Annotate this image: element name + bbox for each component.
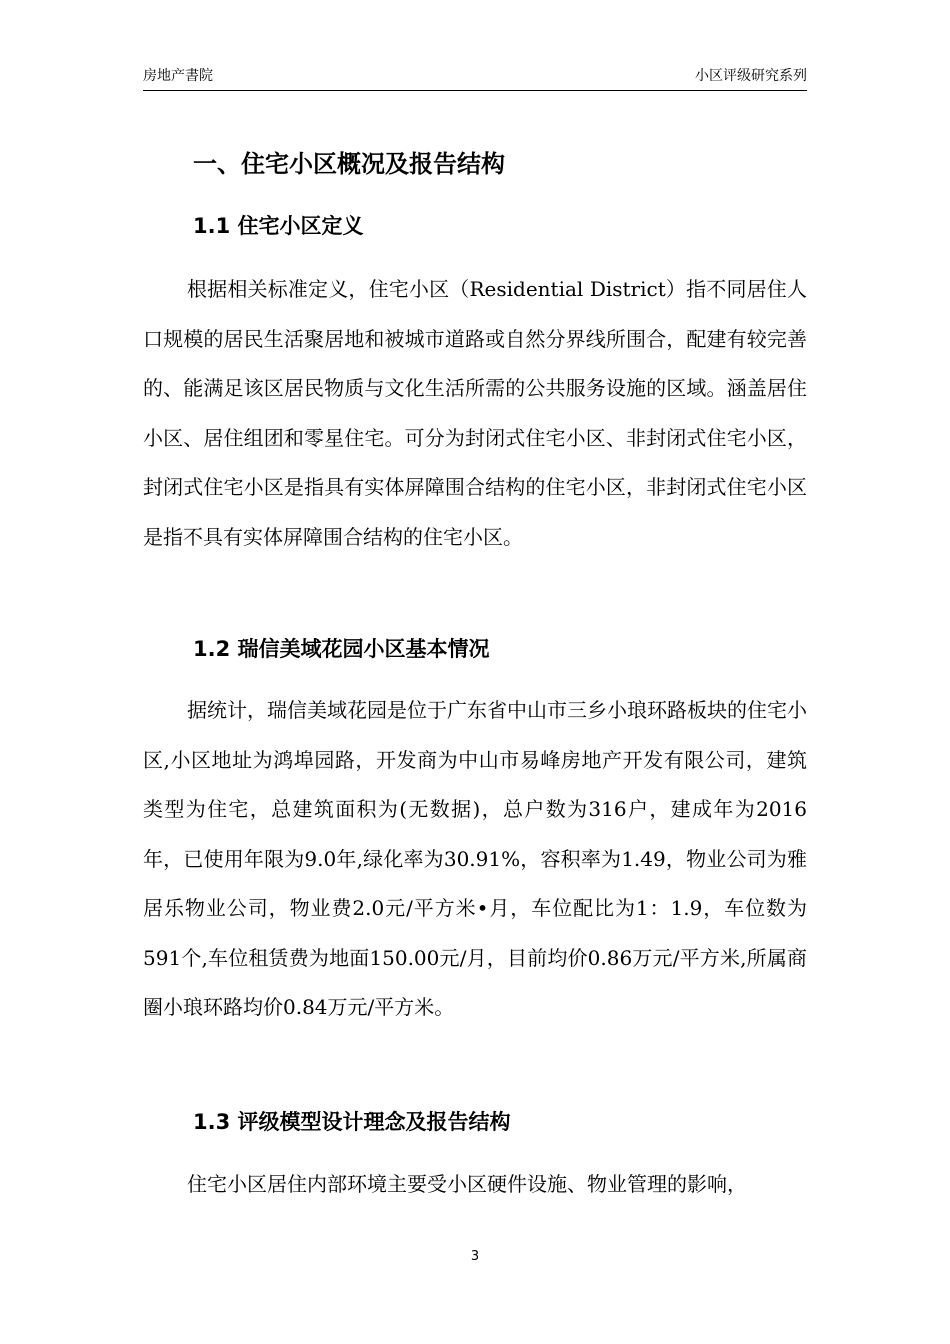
section-title-1-3: 1.3 评级模型设计理念及报告结构 [193, 1110, 511, 1134]
section-1-3-paragraph: 住宅小区居住内部环境主要受小区硬件设施、物业管理的影响， [187, 1172, 747, 1196]
page-number: 3 [470, 1249, 480, 1264]
section-title-1-1: 1.1 住宅小区定义 [193, 214, 364, 238]
header-series-title: 小区评级研究系列 [695, 68, 807, 84]
section-title-1-2: 1.2 瑞信美域花园小区基本情况 [193, 637, 490, 661]
section-1-2-paragraph: 据统计，瑞信美域花园是位于广东省中山市三乡小琅环路板块的住宅小区,小区地址为鸿埠园路，开发商为中山市易峰房地产开发有限公司，建筑类型为住宅，总建筑面积为(无数据)，总户数为316户，建成年为2016年，已使用年限为9.0年,绿化率为30.91%，容积率为1.49，物业公司为雅居乐物业公司，物业费2.0元/平方米•月，车位配比为1：1.9，车位数为591个,车位租赁费为地面150.00元/月，目前均价0.86万元/平方米,所属商圈小琅环路均价0.84万元/平方米。 [143, 698, 807, 1019]
page-header [143, 66, 807, 91]
chapter-title: 一、住宅小区概况及报告结构 [193, 150, 505, 178]
section-1-1-paragraph: 根据相关标准定义，住宅小区（Residential District）指不同居住人口规模的居民生活聚居地和被城市道路或自然分界线所围合，配建有较完善的、能满足该区居民物质与文化生活所需的公共服务设施的区域。涵盖居住小区、居住组团和零星住宅。可分为封闭式住宅小区、非封闭式住宅小区，封闭式住宅小区是指具有实体屏障围合结构的住宅小区，非封闭式住宅小区是指不具有实体屏障围合结构的住宅小区。 [143, 277, 807, 549]
header-brand: 房地产書院 [143, 68, 213, 84]
